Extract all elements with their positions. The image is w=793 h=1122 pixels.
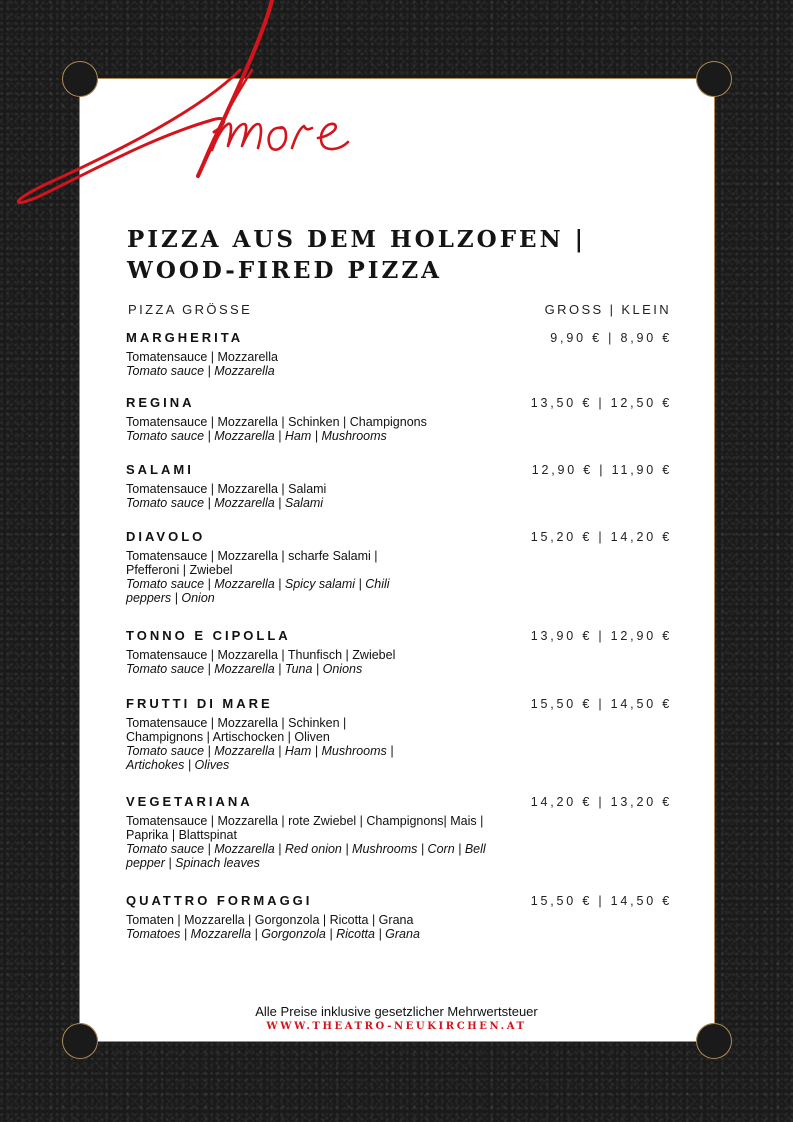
menu-item	[126, 696, 674, 772]
item-description-de: Tomatensauce | Mozzarella	[126, 350, 278, 364]
item-description-en: Tomato sauce | Mozzarella | Ham | Mushrooms	[126, 429, 387, 443]
item-name: VEGETARIANA	[126, 794, 253, 809]
item-name: FRUTTI DI MARE	[126, 696, 273, 711]
item-price: 13,90 € | 12,90 €	[530, 629, 672, 643]
item-name: TONNO E CIPOLLA	[126, 628, 291, 643]
footer-tax-note: Alle Preise inklusive gesetzlicher Mehrwertsteuer	[255, 1004, 538, 1019]
item-description-de: Tomaten | Mozzarella | Gorgonzola | Ricotta | Grana	[126, 913, 414, 927]
item-description-en: Tomato sauce | Mozzarella | Tuna | Onions	[126, 662, 363, 676]
menu-item	[126, 529, 674, 605]
menu-item	[126, 462, 674, 510]
item-description-de: Tomatensauce | Mozzarella | Salami	[126, 482, 327, 496]
item-description-de: Tomatensauce | Mozzarella | Schinken | Champignons	[126, 415, 427, 429]
size-header-label: PIZZA GRÖSSE	[128, 302, 253, 317]
menu-item	[126, 330, 674, 378]
menu-item	[126, 893, 674, 941]
menu-title: PIZZA AUS DEM HOLZOFEN | WOOD-FIRED PIZZA	[127, 226, 586, 284]
item-description-en: Tomatoes | Mozzarella | Gorgonzola | Ricotta | Grana	[126, 927, 420, 941]
menu-item	[126, 395, 674, 443]
menu-item	[126, 628, 674, 676]
corner-notch	[696, 61, 732, 97]
item-price: 14,20 € | 13,20 €	[530, 795, 672, 809]
item-description-en: Tomato sauce | Mozzarella | Salami	[126, 496, 324, 510]
item-price: 9,90 € | 8,90 €	[550, 331, 672, 345]
item-name: REGINA	[126, 395, 195, 410]
item-description-de: Tomatensauce | Mozzarella | Thunfisch | Zwiebel	[126, 648, 396, 662]
item-price: 15,50 € | 14,50 €	[530, 697, 672, 711]
item-description-en: Tomato sauce | Mozzarella | Ham | Mushrooms | Artichokes | Olives	[126, 744, 394, 772]
item-description-de: Tomatensauce | Mozzarella | Schinken | Champignons | Artischocken | Oliven	[126, 716, 347, 744]
item-name: QUATTRO FORMAGGI	[126, 893, 313, 908]
item-name: DIAVOLO	[126, 529, 206, 544]
item-price: 13,50 € | 12,50 €	[530, 396, 672, 410]
item-price: 15,20 € | 14,20 €	[530, 530, 672, 544]
footer-website-link[interactable]: WWW.THEATRO-NEUKIRCHEN.AT	[266, 1021, 527, 1032]
item-name: MARGHERITA	[126, 330, 244, 345]
amore-logo	[0, 0, 360, 210]
item-description-de: Tomatensauce | Mozzarella | rote Zwiebel | Champignons| Mais | Paprika | Blattspinat	[126, 814, 484, 842]
item-name: SALAMI	[126, 462, 194, 477]
item-price: 15,50 € | 14,50 €	[530, 894, 672, 908]
item-description-en: Tomato sauce | Mozzarella | Spicy salami | Chili peppers | Onion	[126, 577, 390, 605]
size-header-values: GROSS | KLEIN	[544, 302, 671, 317]
item-description-de: Tomatensauce | Mozzarella | scharfe Salami | Pfefferoni | Zwiebel	[126, 549, 378, 577]
item-description-en: Tomato sauce | Mozzarella | Red onion | Mushrooms | Corn | Bell pepper | Spinach leaves	[126, 842, 486, 870]
item-description-en: Tomato sauce | Mozzarella	[126, 364, 275, 378]
item-price: 12,90 € | 11,90 €	[531, 463, 672, 477]
menu-item	[126, 794, 674, 870]
